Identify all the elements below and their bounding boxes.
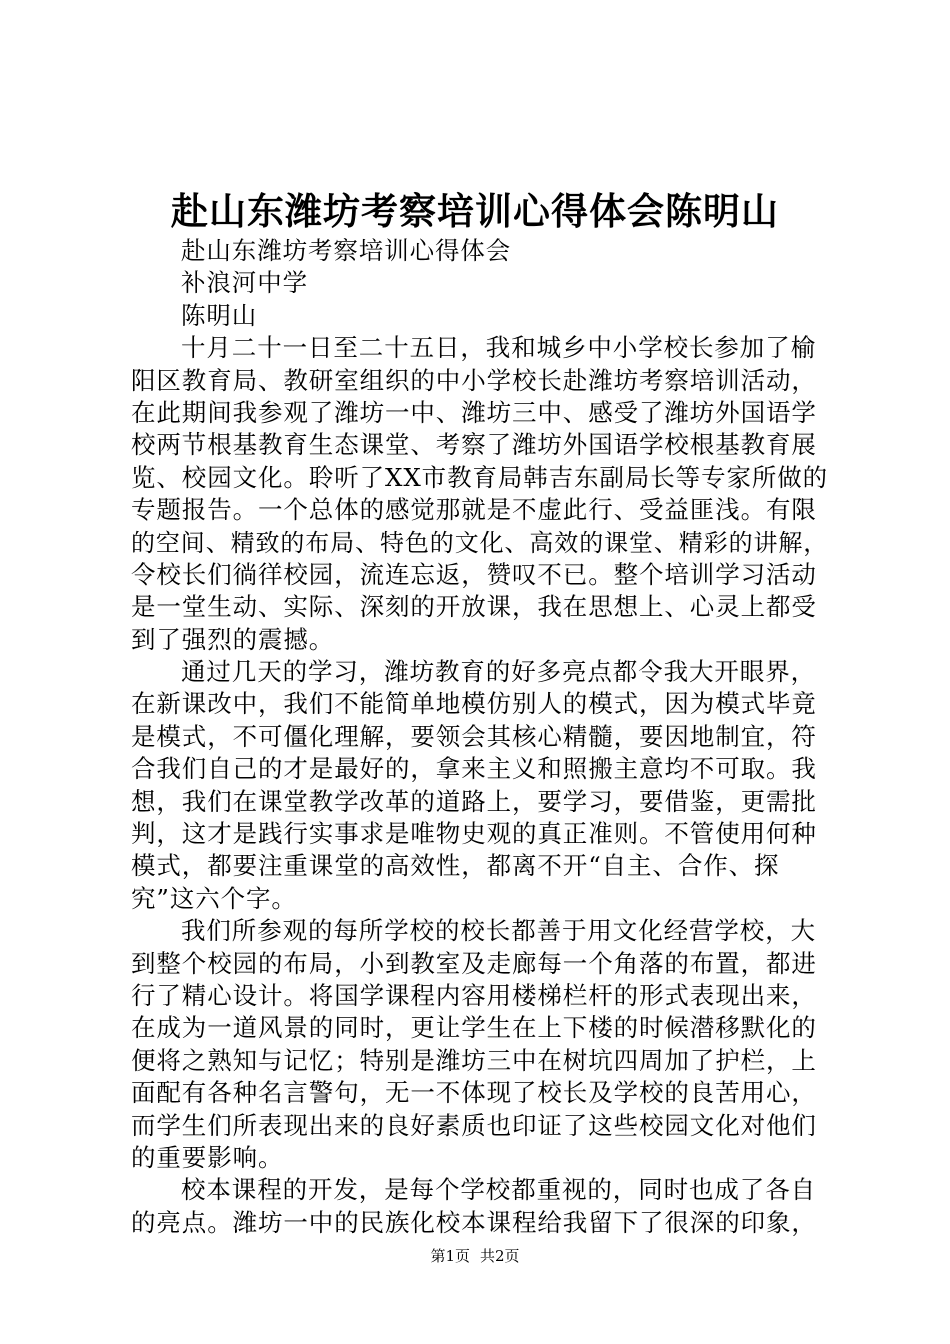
text-line: 模式，都要注重课堂的高效性，都离不开“自主、合作、探 [131, 851, 780, 881]
page-number: 第1页 [430, 1247, 470, 1265]
text-line: 到了强烈的震撼。 [131, 624, 335, 654]
text-line: 而学生们所表现出来的良好素质也印证了这些校园文化对他们 [131, 1110, 817, 1140]
text-line: 是一堂生动、实际、深刻的开放课，我在思想上、心灵上都受 [131, 592, 817, 622]
text-line: 补浪河中学 [181, 268, 308, 298]
text-line: 合我们自己的才是最好的，拿来主义和照搬主意均不可取。我 [131, 754, 817, 784]
text-line: 便将之熟知与记忆；特别是潍坊三中在树坑四周加了护栏，上 [131, 1045, 817, 1075]
document-body [131, 235, 831, 1239]
page-total: 共2页 [480, 1247, 520, 1265]
text-line: 到整个校园的布局，小到教室及走廊每一个角落的布置，都进 [131, 948, 817, 978]
text-line: 十月二十一日至二十五日，我和城乡中小学校长参加了榆 [181, 333, 816, 363]
text-line: 面配有各种名言警句，无一不体现了校长及学校的良苦用心， [131, 1078, 817, 1108]
text-line: 校本课程的开发，是每个学校都重视的，同时也成了各自 [181, 1175, 816, 1205]
text-line: 的亮点。潍坊一中的民族化校本课程给我留下了很深的印象， [131, 1207, 817, 1237]
text-line: 我们所参观的每所学校的校长都善于用文化经营学校，大 [181, 916, 816, 946]
text-line: 通过几天的学习，潍坊教育的好多亮点都令我大开眼界， [181, 657, 816, 687]
text-line: 赴山东潍坊考察培训心得体会 [181, 236, 512, 265]
text-line: 的重要影响。 [131, 1142, 284, 1172]
text-line: 的空间、精致的布局、特色的文化、高效的课堂、精彩的讲解， [131, 528, 829, 557]
text-line: 在新课改中，我们不能简单地模仿别人的模式，因为模式毕竟 [131, 689, 817, 719]
text-line: 判，这才是践行实事求是唯物史观的真正准则。不管使用何种 [131, 819, 817, 849]
text-line: 想，我们在课堂教学改革的道路上，要学习，要借鉴，更需批 [131, 786, 817, 816]
text-line: 在此期间我参观了潍坊一中、潍坊三中、感受了潍坊外国语学 [131, 397, 817, 427]
text-line: 览、校园文化。聆听了XX市教育局韩吉东副局长等专家所做的 [131, 462, 829, 492]
text-line: 是模式，不可僵化理解，要领会其核心精髓，要因地制宜，符 [131, 721, 817, 751]
document-title: 赴山东潍坊考察培训心得体会陈明山 [171, 189, 779, 233]
text-line: 令校长们徜徉校园，流连忘返，赞叹不已。整个培训学习活动 [131, 559, 817, 589]
text-line: 阳区教育局、教研室组织的中小学校长赴潍坊考察培训活动， [131, 365, 817, 395]
text-line: 在成为一道风景的同时，更让学生在上下楼的时候潜移默化的 [131, 1013, 817, 1043]
page-footer [0, 1245, 950, 1267]
text-line: 专题报告。一个总体的感觉那就是不虚此行、受益匪浅。有限 [131, 495, 817, 525]
text-line: 行了精心设计。将国学课程内容用楼梯栏杆的形式表现出来， [131, 980, 817, 1010]
text-line: 究”这六个字。 [131, 883, 297, 913]
text-line: 校两节根基教育生态课堂、考察了潍坊外国语学校根基教育展 [131, 430, 817, 460]
text-line: 陈明山 [181, 300, 258, 330]
